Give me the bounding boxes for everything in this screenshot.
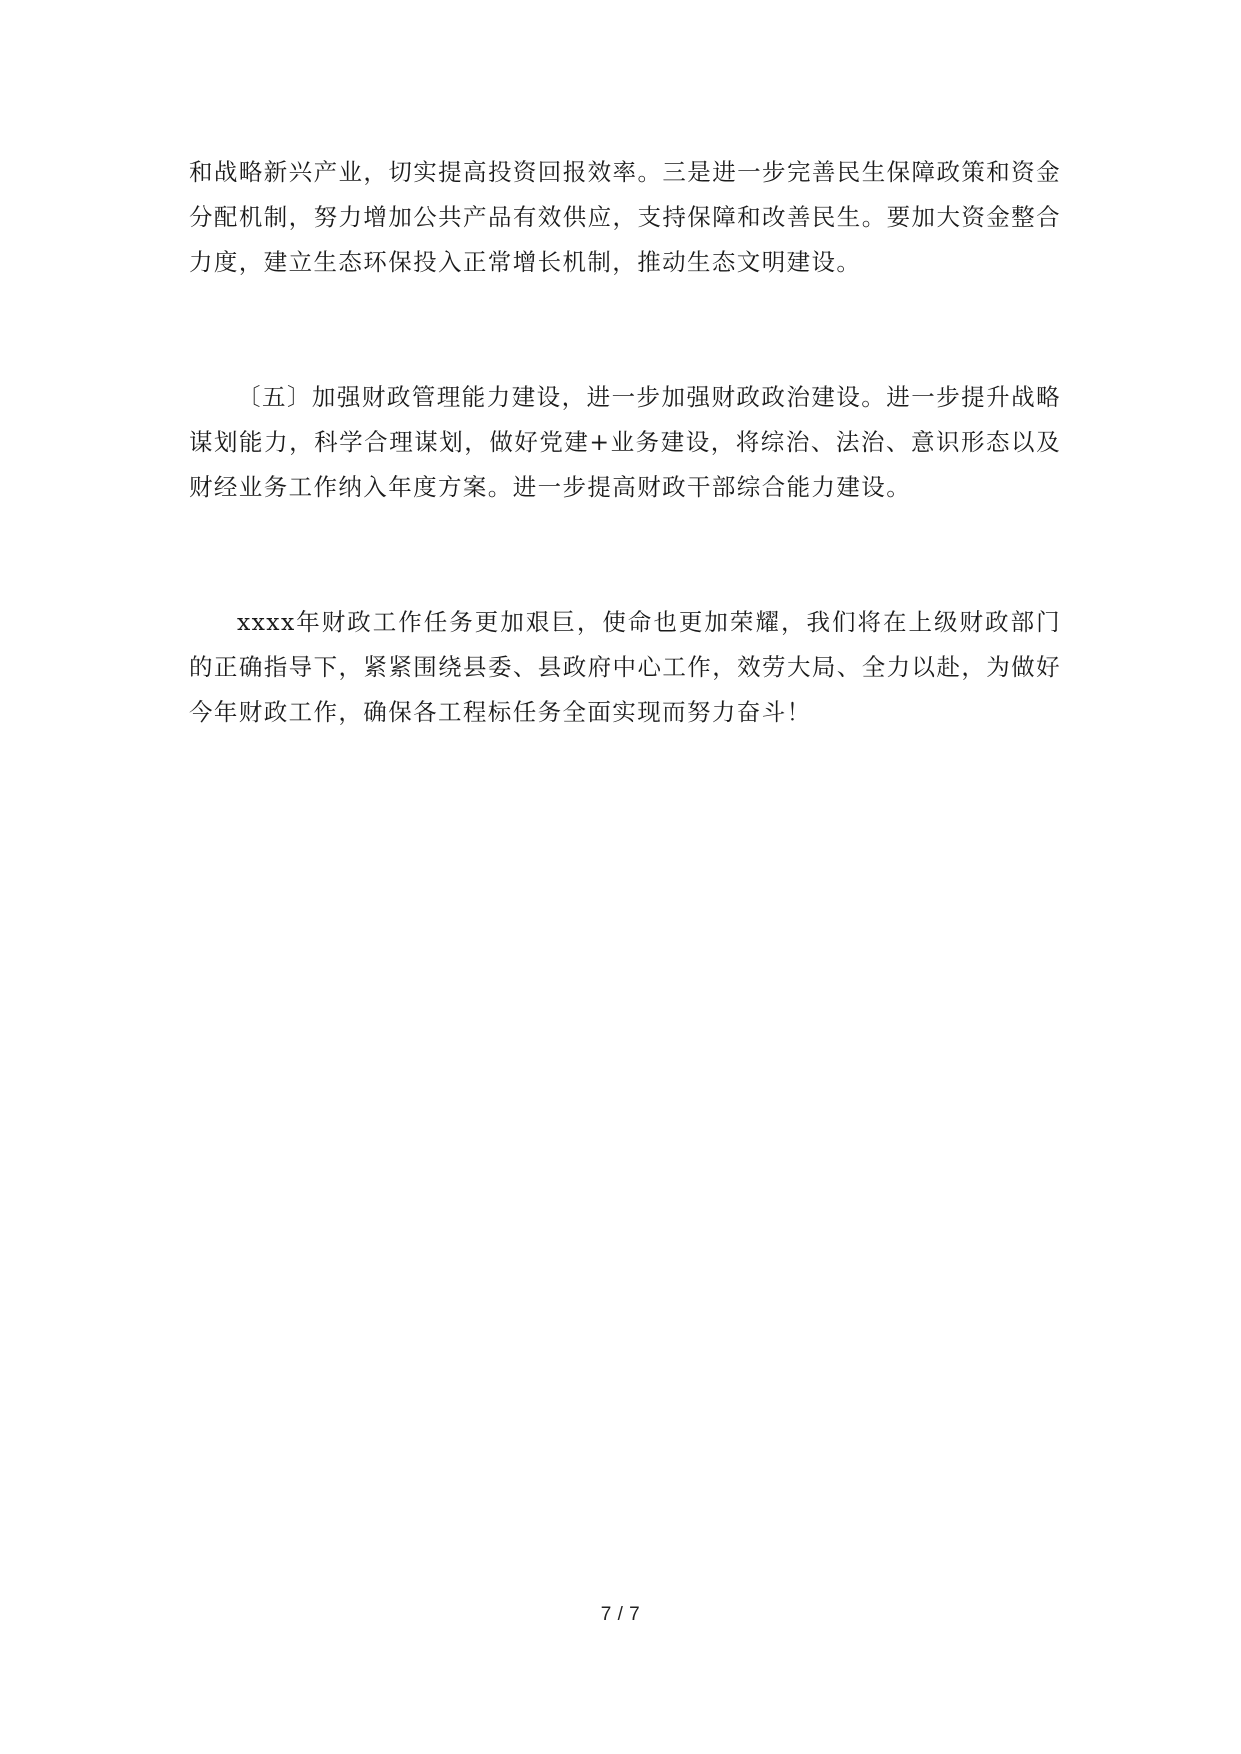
document-body <box>189 150 1061 735</box>
paragraph-section-five: 〔五〕加强财政管理能力建设，进一步加强财政政治建设。进一步提升战略谋划能力，科学合理谋划，做好党建+业务建设，将综治、法治、意识形态以及财经业务工作纳入年度方案。进一步提高财政干部综合能力建设。 <box>189 383 1061 501</box>
page-number: 7 / 7 <box>600 1604 641 1625</box>
paragraph-spacer <box>189 285 1061 375</box>
paragraph-conclusion: xxxx年财政工作任务更加艰巨，使命也更加荣耀，我们将在上级财政部门的正确指导下，紧紧围绕县委、县政府中心工作，效劳大局、全力以赴，为做好今年财政工作，确保各工程标任务全面实现而努力奋斗！ <box>189 608 1061 726</box>
paragraph-spacer <box>189 510 1061 600</box>
paragraph-continuation: 和战略新兴产业，切实提高投资回报效率。三是进一步完善民生保障政策和资金分配机制，努力增加公共产品有效供应，支持保障和改善民生。要加大资金整合力度，建立生态环保投入正常增长机制，推动生态文明建设。 <box>189 158 1061 276</box>
